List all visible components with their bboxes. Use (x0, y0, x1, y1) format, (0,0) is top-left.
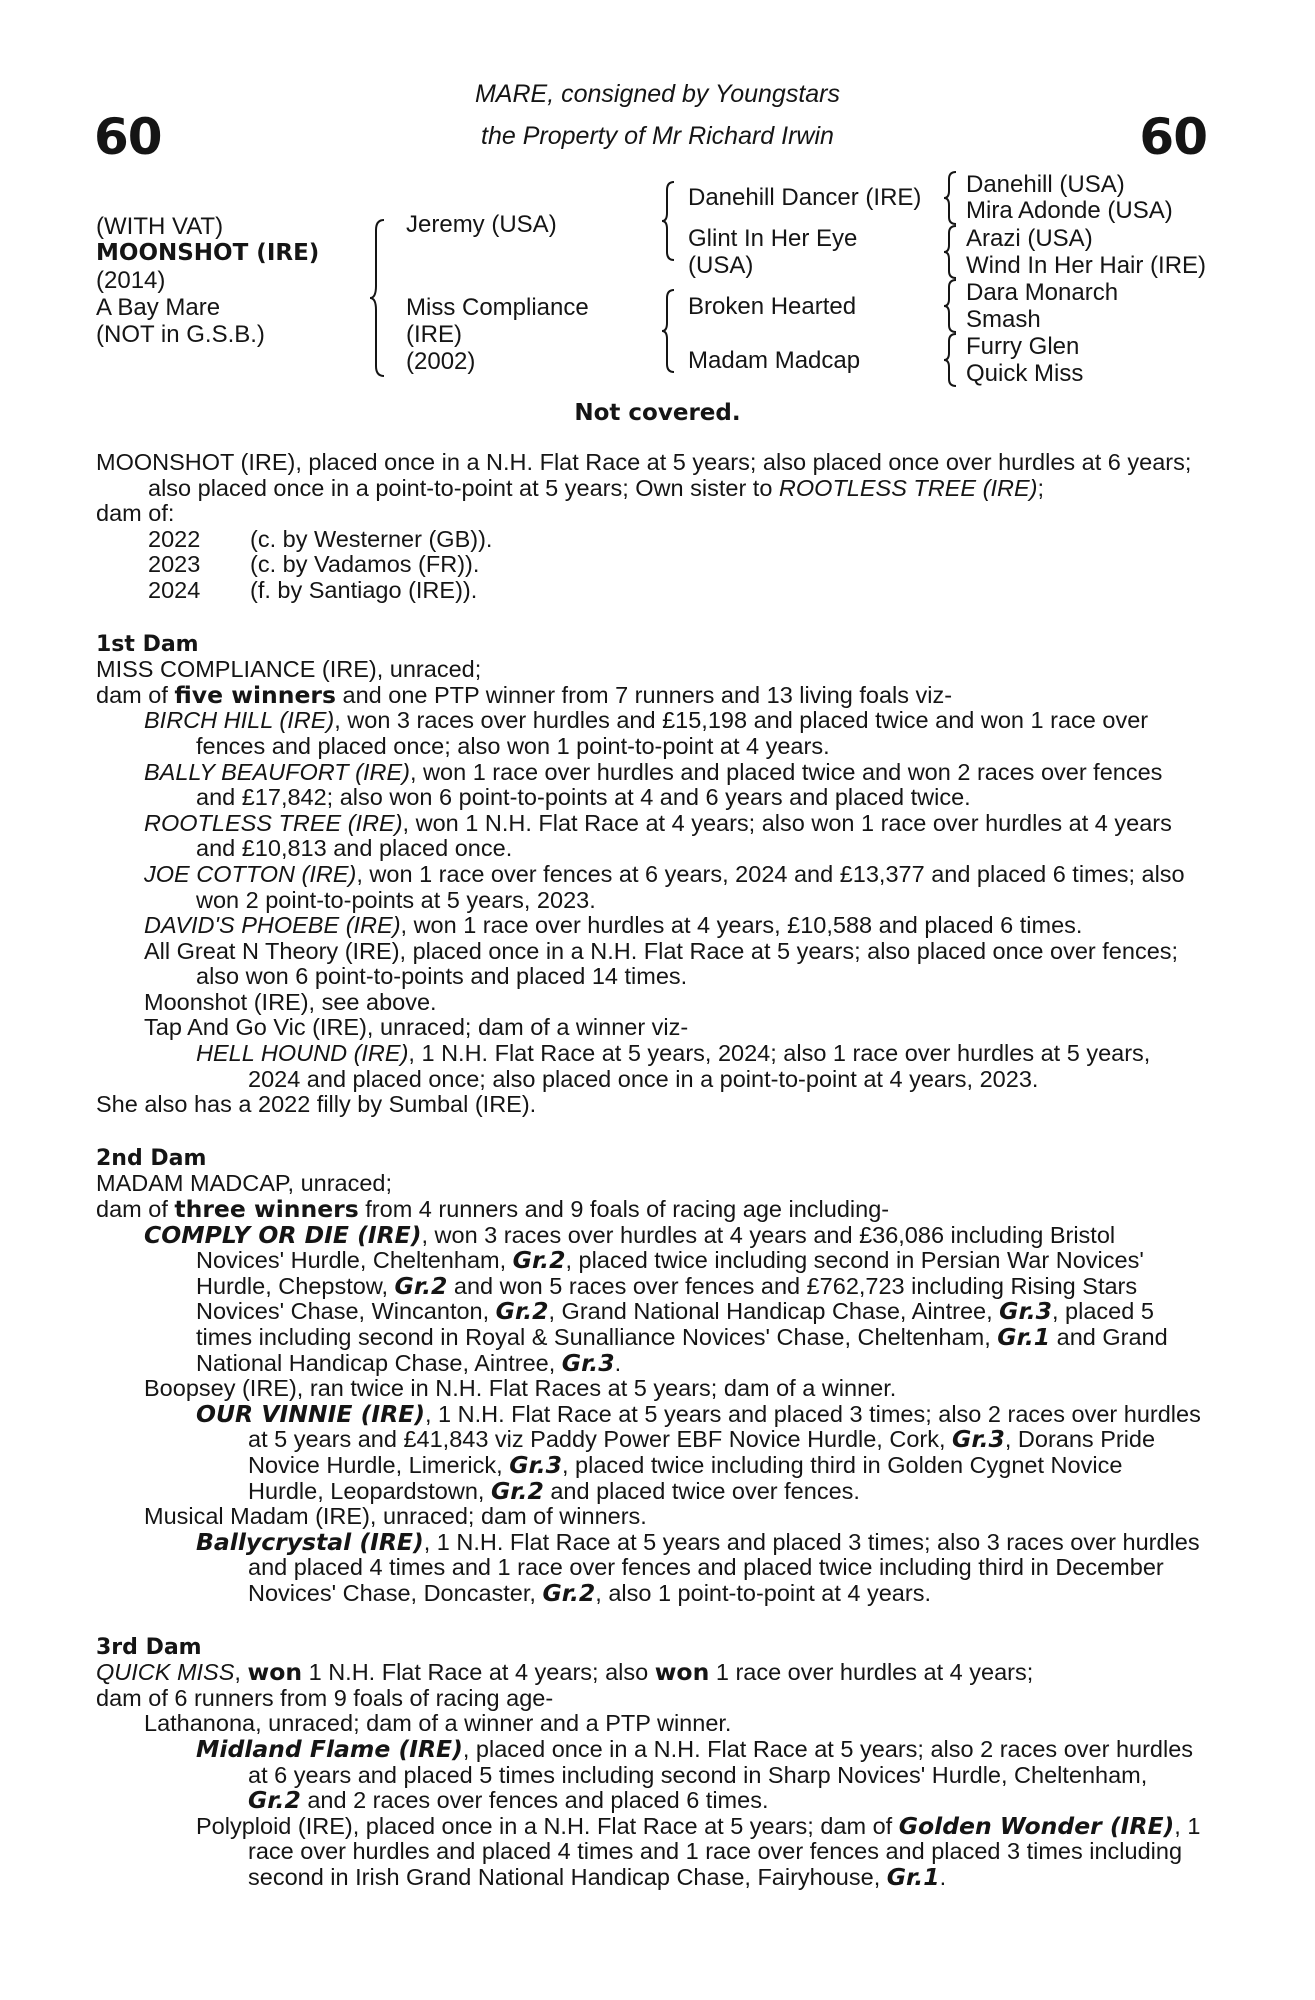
produce-entry: Musical Madam (IRE), unraced; dam of winners. (144, 1503, 647, 1530)
produce-entry: Tap And Go Vic (IRE), unraced; dam of a winner viz- (144, 1014, 689, 1041)
dam-name-line2: (IRE) (406, 321, 462, 348)
gsb-status: (NOT in G.S.B.) (96, 321, 265, 348)
grand-produce-entry: Midland Flame (IRE), placed once in a N.H. Flat Race at 5 years; also 2 races over hurdles at 6 years and placed 5 times including second in Sharp Novices' Hurdle, Cheltenham, Gr.2 and 2 races over fences and placed 6 times. (196, 1734, 1194, 1815)
third-dam-heading: 3rd Dam (96, 1634, 202, 1660)
produce-entry: JOE COTTON (IRE), won 1 race over fences at 6 years, 2024 and £13,377 and placed 6 times; also won 2 point-to-points at 5 years, 2023. (144, 860, 1185, 913)
dd-sire: Furry Glen (966, 333, 1080, 360)
produce-entry: ROOTLESS TREE (IRE), won 1 N.H. Flat Race at 4 years; also won 1 race over hurdles at 4 years and £10,813 and placed once. (144, 809, 1172, 862)
dam-name-line3: (2002) (406, 348, 476, 375)
pedigree-brace-sd (942, 224, 962, 280)
dd-dam: Quick Miss (966, 360, 1084, 387)
first-dam-heading: 1st Dam (96, 631, 199, 657)
ss-dam: Mira Adonde (USA) (966, 197, 1173, 224)
vat-label: (WITH VAT) (96, 213, 224, 240)
ss-sire: Danehill (USA) (966, 171, 1125, 198)
grand-produce-entry: Ballycrystal (IRE), 1 N.H. Flat Race at 5 years and placed 3 times; also 3 races over hurdles and placed 4 times and 1 race over fences and placed twice including third in December Novices' Chase, Doncaster, Gr.2, also 1 point-to-point at 4 years. (196, 1527, 1200, 1607)
consignment-line: MARE, consigned by Youngstars (474, 80, 841, 108)
first-dam-closing: She also has a 2022 filly by Sumbal (IRE). (96, 1091, 537, 1118)
sire-name: Jeremy (USA) (406, 211, 557, 238)
horse-description: A Bay Mare (96, 294, 221, 321)
first-dam-summary: dam of five winners and one PTP winner from 7 runners and 13 living foals viz- (96, 680, 953, 709)
dam-name-line1: Miss Compliance (406, 294, 589, 321)
cover-status: Not covered. (574, 400, 741, 426)
produce-entry: Boopsey (IRE), ran twice in N.H. Flat Races at 5 years; dam of a winner. (144, 1375, 897, 1402)
foal-row: 2022 (c. by Westerner (GB)). (148, 525, 493, 552)
property-line: the Property of Mr Richard Irwin (481, 122, 834, 150)
produce-entry: COMPLY OR DIE (IRE), won 3 races over hurdles at 4 years and £36,086 including Bristol Novices' Hurdle, Cheltenham, Gr.2, placed twice including second in Persian War Novices' Hurdle, Chepstow, Gr.2 and won 5 races over fences and £762,723 including Rising Stars Novices' Chase, Wincanton, Gr.2, Grand National Handicap Chase, Aintree, Gr.3, placed 5 times including second in Royal & Sunalliance Novices' Chase, Cheltenham, Gr.1 and Grand National Handicap Chase, Aintree, Gr.3. (144, 1220, 1168, 1377)
sire-dam-line1: Glint In Her Eye (688, 225, 858, 252)
horse-name: MOONSHOT (IRE) (96, 240, 320, 266)
produce-entry: Moonshot (IRE), see above. (144, 988, 437, 1015)
grand-produce-entry: OUR VINNIE (IRE), 1 N.H. Flat Race at 5 years and placed 3 times; also 2 races over hurdles at 5 years and £41,843 viz Paddy Power EBF Novice Hurdle, Cork, Gr.3, Dorans Pride Novice Hurdle, Limerick, Gr.3, placed twice including third in Golden Cygnet Novice Hurdle, Leopardstown, Gr.2 and placed twice over fences. (196, 1399, 1201, 1505)
ds-dam: Smash (966, 306, 1041, 333)
produce-entry: DAVID'S PHOEBE (IRE), won 1 race over hurdles at 4 years, £10,588 and placed 6 times. (144, 912, 1083, 939)
dam-sire: Broken Hearted (688, 293, 857, 320)
catalogue-body (96, 450, 1204, 1890)
sire-dam-line2: (USA) (688, 252, 754, 279)
first-dam-name: MISS COMPLIANCE (IRE), unraced; (96, 656, 482, 683)
pedigree-brace-sire (660, 180, 680, 262)
pedigree-brace-ds (942, 278, 962, 334)
pedigree-brace-dd (942, 332, 962, 388)
pedigree-brace-ss (942, 170, 962, 226)
produce-entry: BALLY BEAUFORT (IRE), won 1 race over hurdles and placed twice and won 2 races over fences and £17,842; also won 6 point-to-points at 4 and 6 years and placed twice. (144, 758, 1163, 811)
third-dam-record: QUICK MISS, won 1 N.H. Flat Race at 4 years; also won 1 race over hurdles at 4 years; (96, 1658, 1034, 1687)
lot-number-left: 60 (94, 108, 162, 166)
produce-entry: All Great N Theory (IRE), placed once in a N.H. Flat Race at 5 years; also placed once over fences; also won 6 point-to-points and placed 14 times. (144, 937, 1179, 990)
dam-of-label: dam of: (96, 500, 175, 527)
foal-row: 2024 (f. by Santiago (IRE)). (148, 576, 478, 603)
second-dam-name: MADAM MADCAP, unraced; (96, 1170, 393, 1197)
dam-dam: Madam Madcap (688, 347, 861, 374)
third-dam-summary: dam of 6 runners from 9 foals of racing age- (96, 1684, 554, 1711)
grand-produce-entry: HELL HOUND (IRE), 1 N.H. Flat Race at 5 years, 2024; also 1 race over hurdles at 5 years, 2024 and placed once; also placed once in a point-to-point at 4 years, 2023. (196, 1040, 1151, 1092)
lot-number-right: 60 (1139, 108, 1207, 166)
foal-row: 2023 (c. by Vadamos (FR)). (148, 551, 480, 578)
sd-sire: Arazi (USA) (966, 225, 1093, 252)
horse-year: (2014) (96, 267, 166, 294)
ds-sire: Dara Monarch (966, 279, 1119, 306)
pedigree-brace-dam (660, 288, 680, 374)
pedigree-brace-main (368, 218, 392, 378)
sire-sire: Danehill Dancer (IRE) (688, 184, 922, 211)
second-dam-heading: 2nd Dam (96, 1145, 207, 1171)
horse-record: MOONSHOT (IRE), placed once in a N.H. Flat Race at 5 years; also placed once over hurdles at 6 years; also placed once in a point-to-point at 5 years; Own sister to ROOTLESS TREE (IRE); (96, 449, 1192, 501)
second-dam-summary: dam of three winners from 4 runners and 9 foals of racing age including- (96, 1195, 890, 1224)
grand-produce-entry: Polyploid (IRE), placed once in a N.H. Flat Race at 5 years; dam of Golden Wonder (IRE), 1 race over hurdles and placed 4 times and 1 race over fences and placed 3 times including second in Irish Grand National Handicap Chase, Fairyhouse, Gr.1. (196, 1811, 1201, 1891)
sd-dam: Wind In Her Hair (IRE) (966, 252, 1207, 279)
produce-entry: BIRCH HILL (IRE), won 3 races over hurdles and £15,198 and placed twice and won 1 race over fences and placed once; also won 1 point-to-point at 4 years. (144, 707, 1149, 759)
produce-entry: Lathanona, unraced; dam of a winner and a PTP winner. (144, 1710, 732, 1737)
